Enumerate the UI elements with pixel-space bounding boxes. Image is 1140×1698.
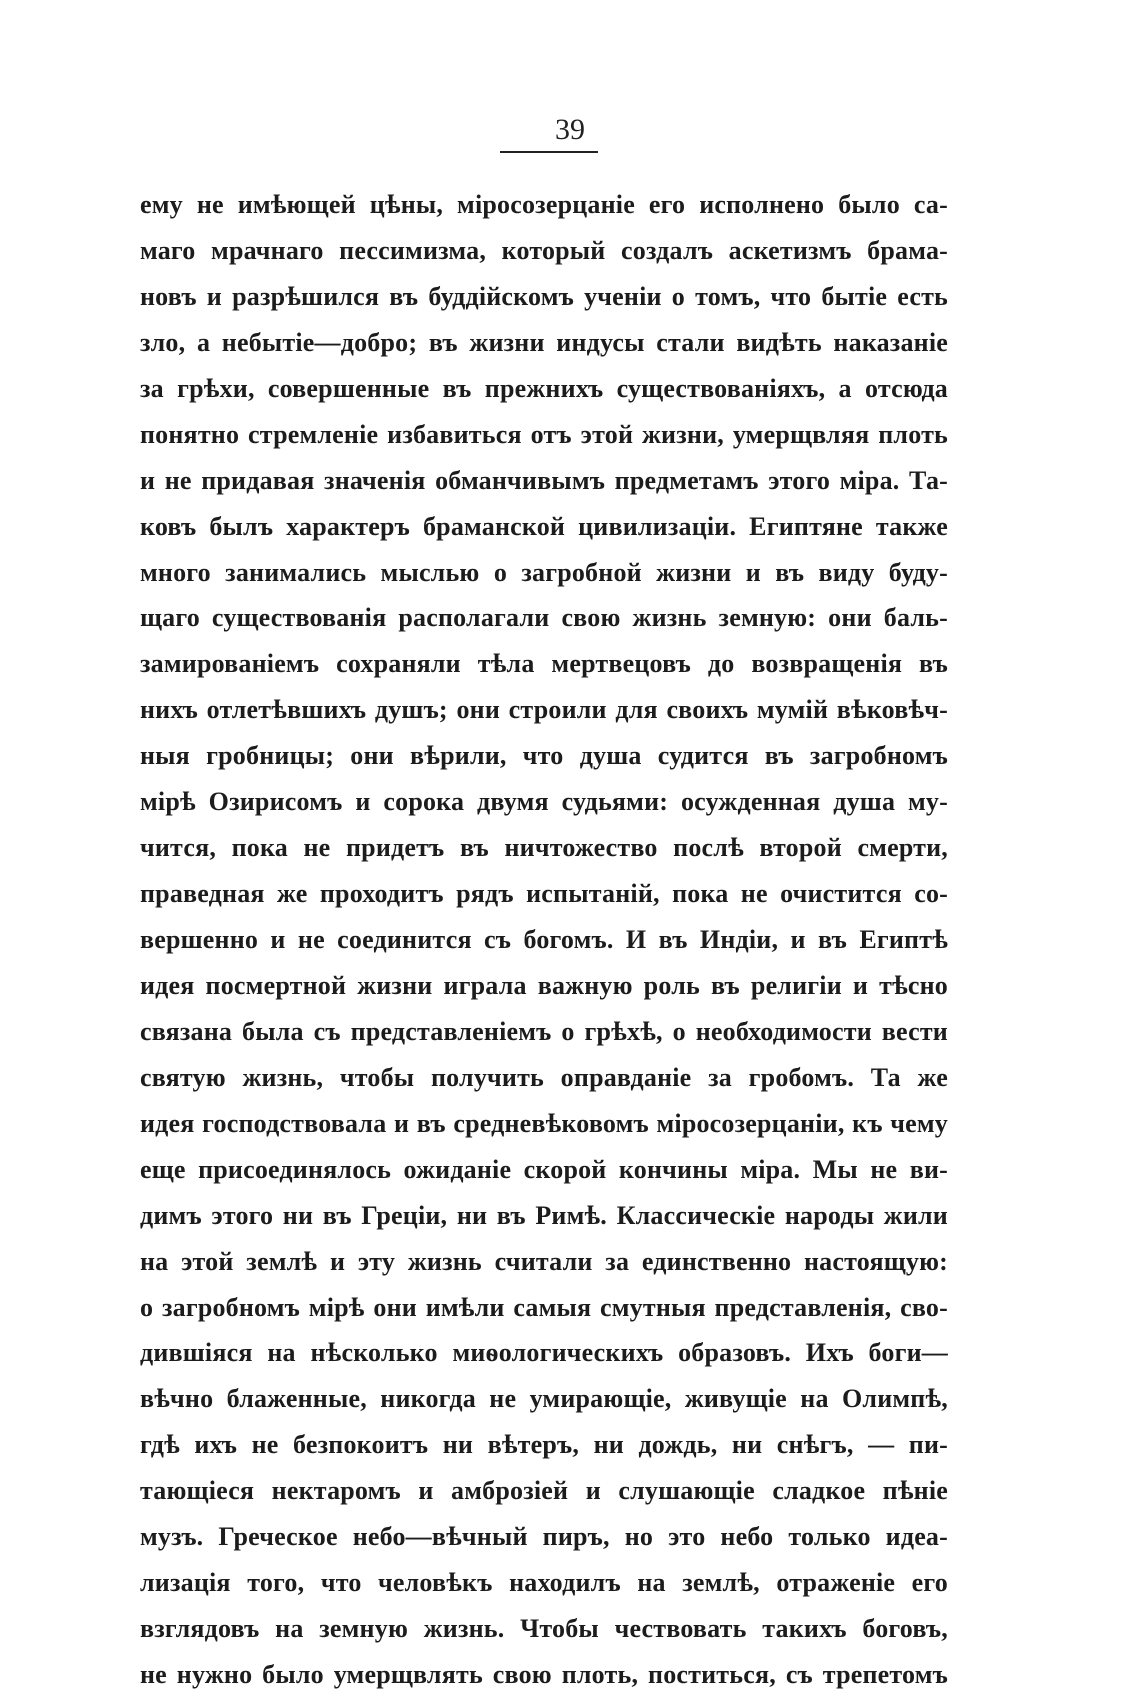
text-line: димъ этого ни въ Греціи, ни въ Римѣ. Классическіе народы жили [140, 1200, 948, 1230]
text-line: не нужно было умерщвлять свою плоть, поститься, съ трепетомъ [140, 1660, 948, 1689]
text-line: тающіеся нектаромъ и амброзіей и слушающіе сладкое пѣніе [140, 1476, 948, 1506]
page-number: 39 [555, 113, 585, 146]
text-line: много занимались мыслью о загробной жизни и въ виду буду- [140, 557, 948, 587]
text-line: и не придавая значенія обманчивымъ предметамъ этого міра. Та- [140, 465, 948, 495]
text-line: гдѣ ихъ не безпокоитъ ни вѣтеръ, ни дождь, ни снѣгъ, — пи- [140, 1430, 948, 1460]
text-line: взглядовъ на земную жизнь. Чтобы чествовать такихъ боговъ, [140, 1614, 948, 1644]
text-line: понятно стремленіе избавиться отъ этой жизни, умерщвляя плоть [140, 419, 948, 449]
text-line: ныя гробницы; они вѣрили, что душа судится въ загробномъ [140, 741, 948, 771]
text-line: мірѣ Озирисомъ и сорока двумя судьями: осужденная душа му- [140, 787, 948, 817]
text-line: зло, а небытіе—добро; въ жизни индусы стали видѣть наказаніе [140, 327, 948, 357]
text-line: святую жизнь, чтобы получить оправданіе за гробомъ. Та же [140, 1062, 948, 1092]
page-number-rule [500, 151, 598, 153]
text-line: идея господствовала и въ средневѣковомъ міросозерцаніи, къ чему [140, 1108, 948, 1138]
text-line: маго мрачнаго пессимизма, который создалъ аскетизмъ брама- [140, 235, 948, 265]
text-line: лизація того, что человѣкъ находилъ на землѣ, отраженіе его [140, 1568, 948, 1598]
text-line: за грѣхи, совершенные въ прежнихъ существованіяхъ, а отсюда [140, 373, 948, 403]
body-text [140, 182, 948, 1698]
text-line: новъ и разрѣшился въ буддійскомъ ученіи о томъ, что бытіе есть [140, 281, 948, 311]
text-line: нихъ отлетѣвшихъ душъ; они строили для своихъ мумій вѣковѣч- [140, 695, 948, 725]
text-line: о загробномъ мірѣ они имѣли самыя смутныя представленія, сво- [140, 1292, 948, 1322]
text-line: чится, пока не придетъ въ ничтожество послѣ второй смерти, [140, 833, 948, 863]
text-line: связана была съ представленіемъ о грѣхѣ, о необходимости вести [140, 1016, 948, 1046]
text-line: вершенно и не соединится съ богомъ. И въ Индіи, и въ Египтѣ [140, 925, 948, 954]
text-line: дившіяся на нѣсколько миѳологическихъ образовъ. Ихъ боги— [140, 1338, 948, 1368]
text-line: идея посмертной жизни играла важную роль въ религіи и тѣсно [140, 970, 948, 1000]
text-line: щаго существованія располагали свою жизнь земную: они баль- [140, 603, 948, 633]
text-line: ковъ былъ характеръ браманской цивилизаціи. Египтяне также [140, 511, 948, 541]
text-line: еще присоединялось ожиданіе скорой кончины міра. Мы не ви- [140, 1154, 948, 1184]
text-line: ему не имѣющей цѣны, міросозерцаніе его исполнено было са- [140, 190, 948, 219]
text-line: музъ. Греческое небо—вѣчный пиръ, но это небо только идеа- [140, 1522, 948, 1552]
text-line: на этой землѣ и эту жизнь считали за единственно настоящую: [140, 1246, 948, 1276]
text-line: праведная же проходитъ рядъ испытаній, пока не очистится со- [140, 879, 948, 909]
text-line: замированіемъ сохраняли тѣла мертвецовъ до возвращенія въ [140, 649, 948, 679]
text-line: вѣчно блаженные, никогда не умирающіе, живущіе на Олимпѣ, [140, 1384, 948, 1414]
